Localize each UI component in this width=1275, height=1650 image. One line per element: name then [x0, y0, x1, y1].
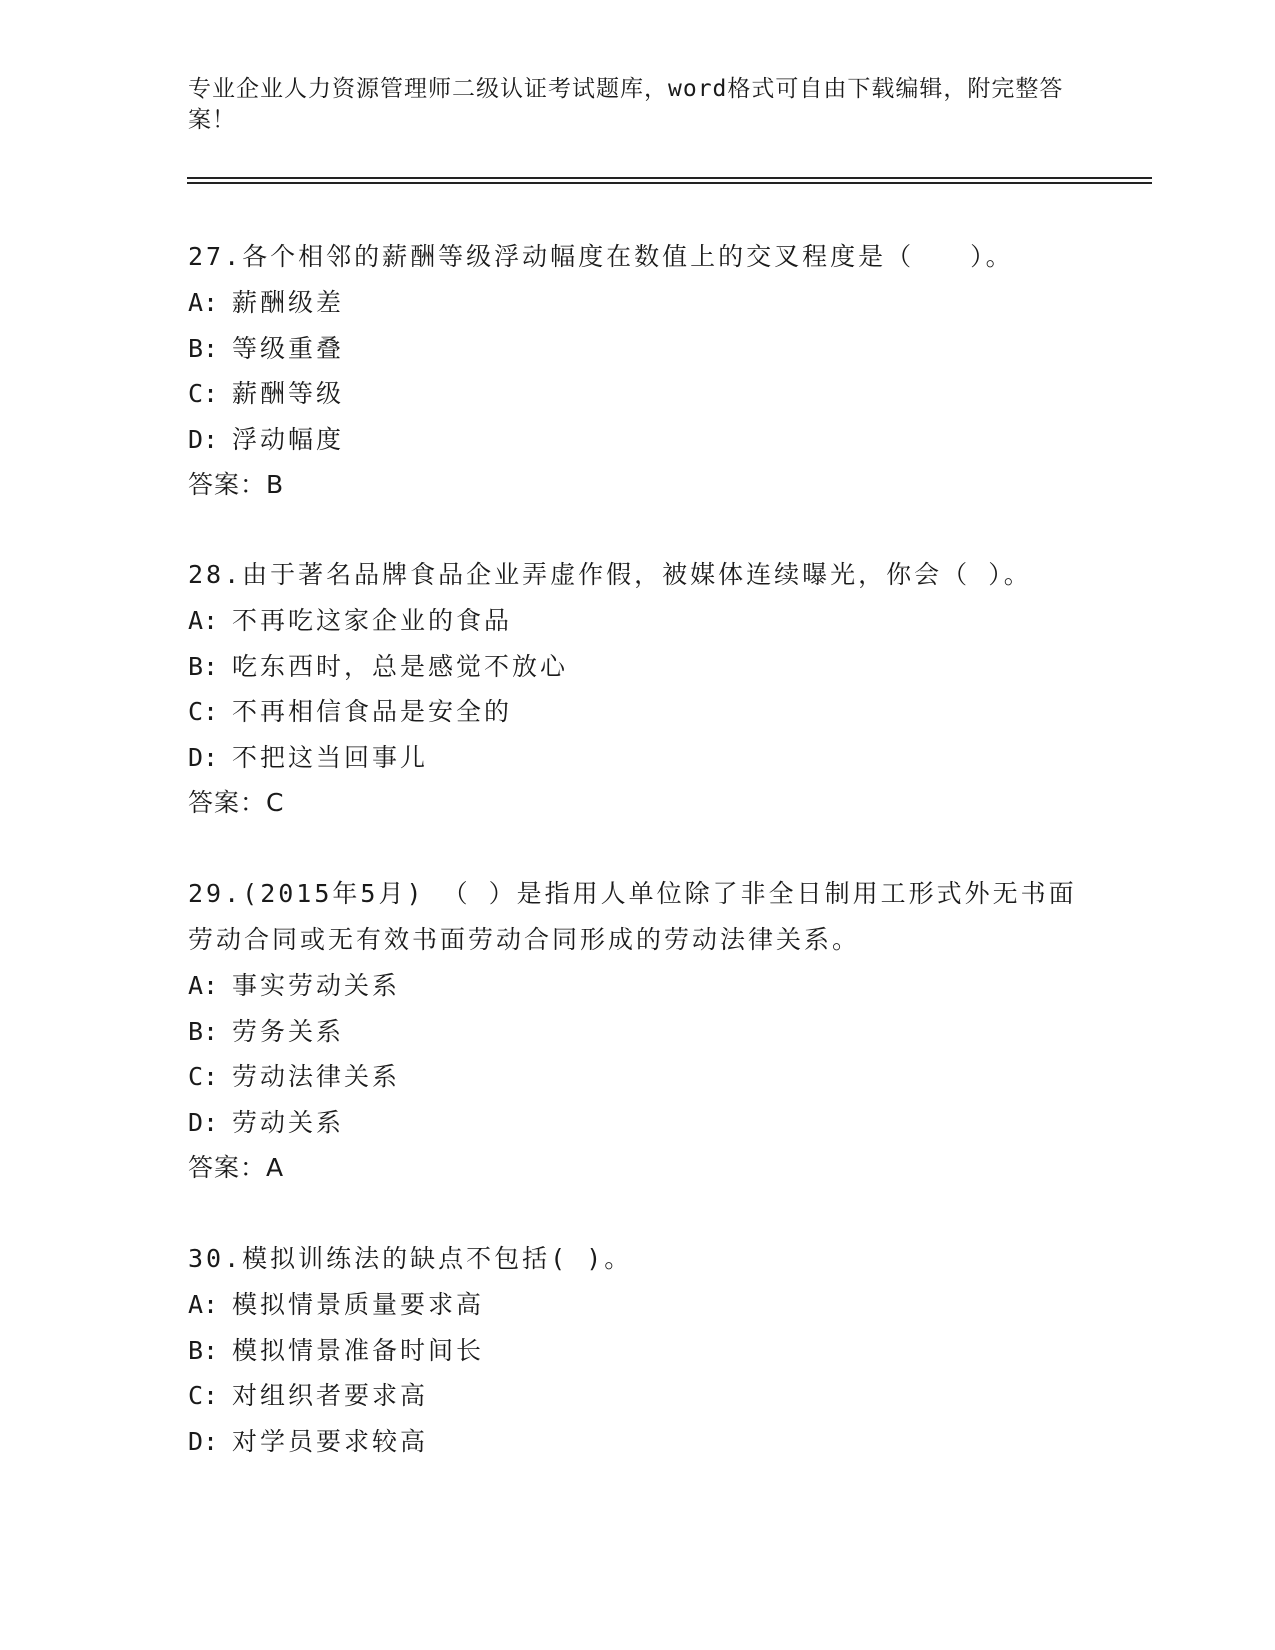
- question-text: 29.(2015年5月) （ ）是指用人单位除了非全日制用工形式外无书面劳动合同或无有效书面劳动合同形成的劳动法律关系。: [188, 879, 1077, 954]
- option-d: D: 不把这当回事儿: [188, 742, 429, 772]
- document-header: 专业企业人力资源管理师二级认证考试题库，word格式可自由下载编辑，附完整答案！: [188, 76, 1064, 133]
- option-a: A: 不再吃这家企业的食品: [188, 606, 513, 635]
- option-a: A: 模拟情景质量要求高: [188, 1290, 485, 1319]
- answer: 答案：C: [188, 788, 285, 817]
- option-d: D: 浮动幅度: [188, 424, 345, 454]
- question-text: 30.模拟训练法的缺点不包括( )。: [188, 1244, 633, 1273]
- option-c: C: 不再相信食品是安全的: [188, 697, 513, 726]
- option-b: B: 模拟情景准备时间长: [188, 1335, 485, 1365]
- header-divider-bottom: [187, 182, 1152, 184]
- option-c: C: 对组织者要求高: [188, 1381, 429, 1410]
- option-c: C: 劳动法律关系: [188, 1062, 401, 1091]
- option-c: C: 薪酬等级: [188, 379, 345, 408]
- header-divider-top: [187, 177, 1152, 179]
- question-text: 27.各个相邻的薪酬等级浮动幅度在数值上的交叉程度是（ ）。: [188, 242, 1014, 271]
- option-b: B: 劳务关系: [188, 1016, 345, 1046]
- option-d: D: 劳动关系: [188, 1107, 345, 1137]
- option-b: B: 吃东西时，总是感觉不放心: [188, 651, 569, 681]
- question-28: [188, 552, 1088, 826]
- answer: 答案：B: [188, 470, 285, 499]
- option-d: D: 对学员要求较高: [188, 1426, 429, 1456]
- option-a: A: 事实劳动关系: [188, 971, 401, 1000]
- question-30: [188, 1236, 1088, 1464]
- question-text: 28.由于著名品牌食品企业弄虚作假，被媒体连续曝光，你会（ ）。: [188, 560, 1032, 589]
- option-a: A: 薪酬级差: [188, 288, 345, 317]
- question-29: [188, 871, 1088, 1191]
- option-b: B: 等级重叠: [188, 333, 345, 363]
- answer: 答案：A: [188, 1153, 285, 1182]
- question-27: [188, 234, 1088, 508]
